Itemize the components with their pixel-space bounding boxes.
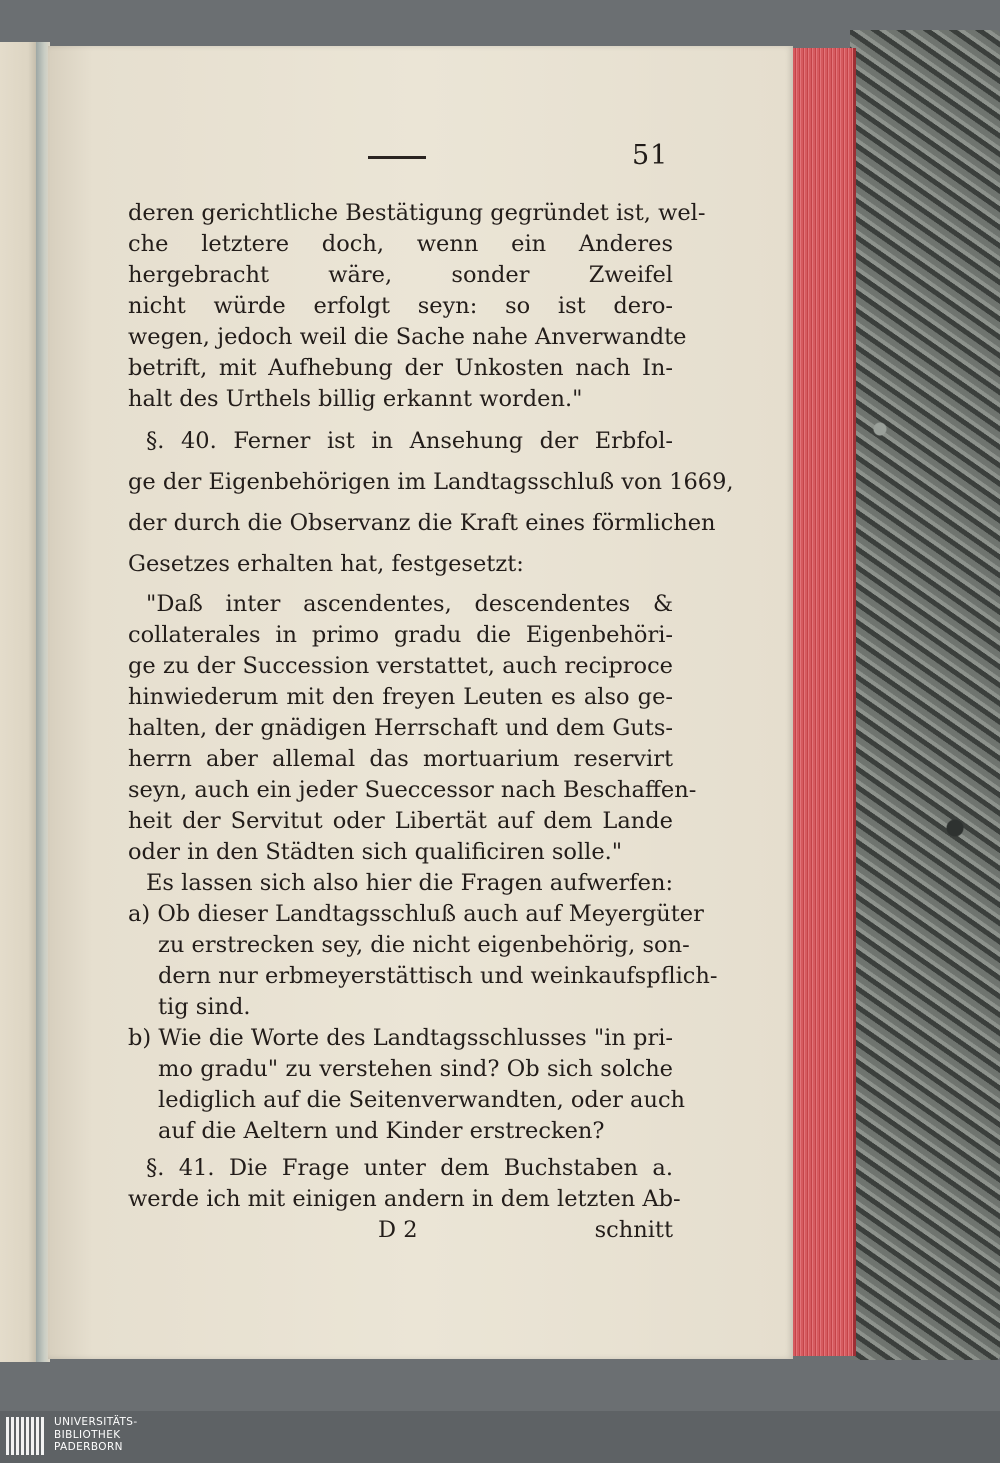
text-line: ge der Eigenbehörigen im Landtagsschluß von 1669,	[128, 469, 734, 495]
page-text	[128, 198, 734, 1246]
page-number: 51	[632, 140, 669, 171]
text-line: "Daß inter ascendentes, descendentes &	[146, 591, 673, 617]
text-line: ge zu der Succession verstattet, auch reciproce	[128, 653, 673, 679]
book-cover-edge	[850, 30, 1000, 1360]
header-rule	[368, 156, 426, 159]
text-line: seyn, auch ein jeder Sueccessor nach Beschaffen-	[128, 777, 697, 803]
text-line: Gesetzes erhalten hat, festgesetzt:	[128, 551, 524, 577]
text-line: deren gerichtliche Bestätigung gegründet ist, wel-	[128, 200, 706, 226]
library-name	[54, 1416, 138, 1454]
catchword: schnitt	[594, 1217, 673, 1243]
text-line: oder in den Städten sich qualificiren solle."	[128, 839, 623, 865]
facing-page-edge	[0, 42, 40, 1362]
text-line: dern nur erbmeyerstättisch und weinkaufspflich-	[158, 963, 718, 989]
text-line: lediglich auf die Seitenverwandten, oder auch	[158, 1087, 686, 1113]
library-logo-icon	[6, 1417, 48, 1455]
text-line: halt des Urthels billig erkannt worden."	[128, 386, 583, 412]
text-line: der durch die Observanz die Kraft eines förmlichen	[128, 510, 716, 536]
text-line: §. 41. Die Frage unter dem Buchstaben a.	[146, 1155, 673, 1181]
text-line: halten, der gnädigen Herrschaft und dem Guts-	[128, 715, 673, 741]
text-line: wegen, jedoch weil die Sache nahe Anverwandte	[128, 324, 687, 350]
text-line: betrift, mit Aufhebung der Unkosten nach In-	[128, 355, 673, 381]
text-line: hinwiederum mit den freyen Leuten es also ge-	[128, 684, 673, 710]
text-line: che letztere doch, wenn ein Anderes	[128, 231, 673, 257]
text-line: Es lassen sich also hier die Fragen aufwerfen:	[146, 870, 674, 896]
text-line: hergebracht wäre, sonder Zweifel	[128, 262, 673, 288]
text-line: mo gradu" zu verstehen sind? Ob sich solche	[158, 1056, 673, 1082]
text-line: zu erstrecken sey, die nicht eigenbehörig, son-	[158, 932, 690, 958]
library-name-line: PADERBORN	[54, 1441, 123, 1453]
text-line: b) Wie die Worte des Landtagsschlusses "in pri-	[128, 1025, 673, 1051]
text-line: heit der Servitut oder Libertät auf dem Lande	[128, 808, 673, 834]
library-name-line: UNIVERSITÄTS-	[54, 1416, 138, 1428]
text-line: a) Ob dieser Landtagsschluß auch auf Meyergüter	[128, 901, 704, 927]
text-line: herrn aber allemal das mortuarium reservirt	[128, 746, 673, 772]
text-line: tig sind.	[158, 994, 251, 1020]
library-name-line: BIBLIOTHEK	[54, 1428, 121, 1441]
red-page-edges	[793, 48, 856, 1356]
text-line: collaterales in primo gradu die Eigenbehöri-	[128, 622, 673, 648]
text-line: werde ich mit einigen andern in dem letzten Ab-	[128, 1186, 681, 1212]
signature-line	[128, 1215, 673, 1246]
footer-bar	[0, 1411, 1000, 1463]
text-line: §. 40. Ferner ist in Ansehung der Erbfol-	[146, 428, 673, 454]
signature-mark: D 2	[378, 1217, 418, 1243]
text-line: auf die Aeltern und Kinder erstrecken?	[158, 1118, 605, 1144]
text-line: nicht würde erfolgt seyn: so ist dero-	[128, 293, 673, 319]
